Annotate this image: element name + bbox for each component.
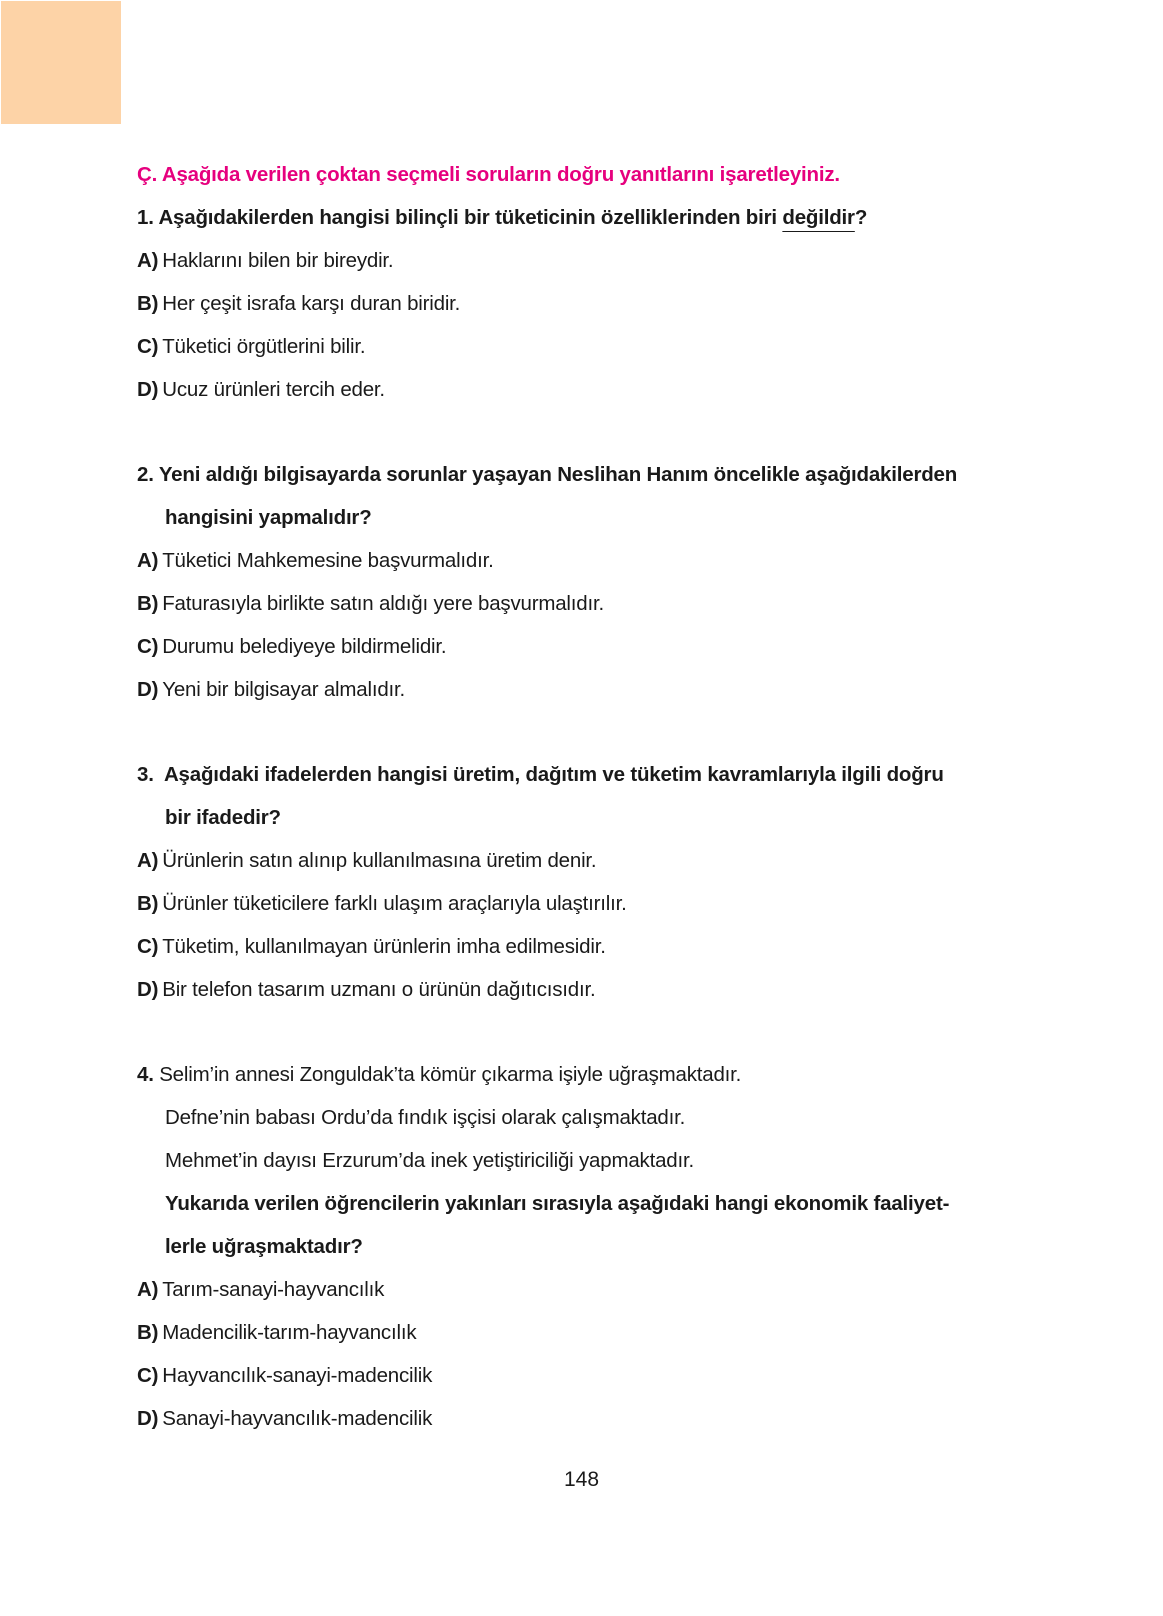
question-4-context: Mehmet’in dayısı Erzurum’da inek yetiştiriciliği yapmaktadır.	[165, 1149, 694, 1172]
option[interactable]: A) Tüketici Mahkemesine başvurmalıdır.	[137, 549, 494, 572]
option[interactable]: D) Bir telefon tasarım uzmanı o ürünün dağıtıcısıdır.	[137, 978, 596, 1001]
corner-color-block	[1, 1, 121, 124]
page-number: 148	[563, 1468, 600, 1491]
question-4-context: Defne’nin babası Ordu’da fındık işçisi olarak çalışmaktadır.	[165, 1106, 686, 1129]
option[interactable]: D) Ucuz ürünleri tercih eder.	[137, 378, 385, 401]
question-3-stem: 3. Aşağıdaki ifadelerden hangisi üretim, dağıtım ve tüketim kavramlarıyla ilgili doğru	[137, 763, 944, 786]
option[interactable]: A) Tarım-sanayi-hayvancılık	[137, 1278, 385, 1301]
question-1-stem: 1. Aşağıdakilerden hangisi bilinçli bir tüketicinin özelliklerinden biri değildir?	[137, 206, 868, 229]
option[interactable]: B) Faturasıyla birlikte satın aldığı yere başvurmalıdır.	[137, 592, 604, 615]
option[interactable]: C) Tüketici örgütlerini bilir.	[137, 335, 366, 358]
option[interactable]: D) Sanayi-hayvancılık-madencilik	[137, 1407, 433, 1430]
underlined-word: değildir	[782, 206, 855, 229]
option[interactable]: A) Haklarını bilen bir bireydir.	[137, 249, 394, 272]
question-4-stem: Yukarıda verilen öğrencilerin yakınları sırasıyla aşağıdaki hangi ekonomik faaliyet-	[165, 1192, 950, 1215]
option[interactable]: A) Ürünlerin satın alınıp kullanılmasına üretim denir.	[137, 849, 597, 872]
question-2-stem: 2. Yeni aldığı bilgisayarda sorunlar yaşayan Neslihan Hanım öncelikle aşağıdakilerden	[137, 463, 958, 486]
option[interactable]: B) Madencilik-tarım-hayvancılık	[137, 1321, 417, 1344]
question-4-context: 4. Selim’in annesi Zonguldak’ta kömür çıkarma işiyle uğraşmaktadır.	[137, 1063, 742, 1086]
option[interactable]: B) Ürünler tüketicilere farklı ulaşım araçlarıyla ulaştırılır.	[137, 892, 627, 915]
option[interactable]: C) Tüketim, kullanılmayan ürünlerin imha edilmesidir.	[137, 935, 606, 958]
worksheet	[137, 153, 1037, 1440]
option[interactable]: C) Durumu belediyeye bildirmelidir.	[137, 635, 447, 658]
option[interactable]: D) Yeni bir bilgisayar almalıdır.	[137, 678, 406, 701]
question-4-stem-cont: lerle uğraşmaktadır?	[165, 1235, 363, 1258]
option[interactable]: C) Hayvancılık-sanayi-madencilik	[137, 1364, 433, 1387]
option[interactable]: B) Her çeşit israfa karşı duran biridir.	[137, 292, 461, 315]
question-3-stem-cont: bir ifadedir?	[165, 806, 281, 829]
question-2-stem-cont: hangisini yapmalıdır?	[165, 506, 372, 529]
section-title: Ç. Aşağıda verilen çoktan seçmeli soruların doğru yanıtlarını işaretleyiniz.	[137, 163, 840, 186]
